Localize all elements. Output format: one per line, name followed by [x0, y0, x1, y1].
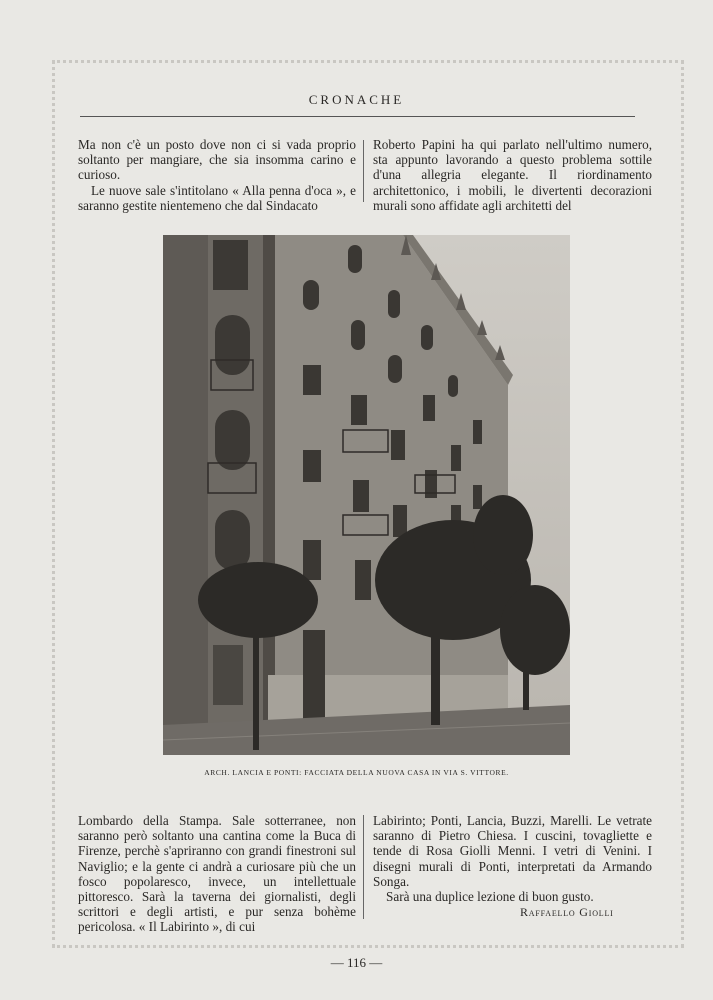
bottom-right-column	[373, 813, 652, 904]
bottom-left-column	[78, 813, 356, 935]
header-rule	[80, 116, 635, 117]
building-photo	[163, 235, 570, 755]
photo-caption: ARCH. LANCIA E PONTI: FACCIATA DELLA NUOVA CASA IN VIA S. VITTORE.	[204, 768, 509, 777]
page-number: — 116 —	[330, 955, 383, 970]
top-left-column	[78, 137, 356, 213]
column-divider-bottom	[363, 815, 364, 919]
bottom-left-paragraph: Lombardo della Stampa. Sale sotterranee, non saranno però soltanto una cantina come la Buca di Firenze, perchè s'apriranno con grandi finestroni sul Naviglio; e la gente ci andrà a curiosare più che un fosco popolaresco, invece, un intellettuale pittoresco. Sarà la taverna dei giornalisti, degli scrittori e degli artisti, e pur senza bohème pericolosa. « Il Labirinto », di cui	[78, 813, 356, 935]
section-title: CRONACHE	[308, 92, 405, 107]
top-left-paragraph-2: Le nuove sale s'intitolano « Alla penna d'oca », e saranno gestite nientemeno che dal Sindacato	[78, 182, 356, 213]
bottom-right-paragraph-2: Sarà una duplice lezione di buon gusto.	[386, 889, 594, 905]
top-left-paragraph-1: Ma non c'è un posto dove non ci si vada proprio soltanto per mangiare, che sia insomma carino e curioso.	[78, 137, 356, 183]
column-divider-top	[363, 140, 364, 202]
top-right-column	[373, 137, 652, 213]
bottom-right-paragraph-1: Labirinto; Ponti, Lancia, Buzzi, Marelli. Le vetrate saranno di Pietro Chiesa. I cuscini, tovagliette e tende di Rosa Giolli Menni. I vetri di Venini. I disegni murali di Ponti, interpretati da Armando Songa.	[373, 813, 652, 889]
author-signature: Raffaello Giolli	[520, 905, 614, 919]
top-right-paragraph: Roberto Papini ha qui parlato nell'ultimo numero, sta appunto lavorando a questo problema sottile d'una allegria elegante. Il riordinamento architettonico, i mobili, le divertenti decorazioni murali sono affidate agli architetti del	[373, 137, 652, 213]
